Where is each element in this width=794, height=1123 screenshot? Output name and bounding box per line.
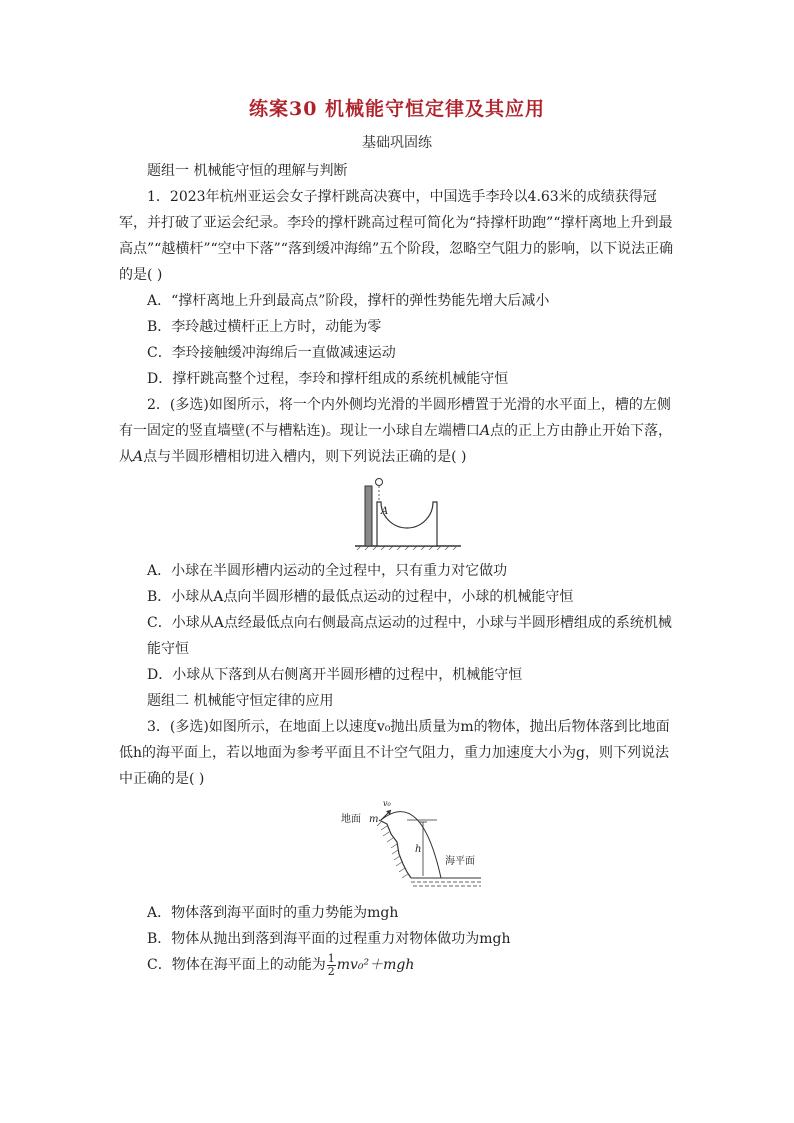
page-title: 练案30 机械能守恒定律及其应用 <box>248 98 546 120</box>
fraction-numerator: 1 <box>327 951 335 965</box>
section-subtitle: 基础巩固练 <box>362 135 432 151</box>
q2-stem-part3: 点与半圆形槽相切进入槽内，则下列说法正确的是( ) <box>143 449 467 465</box>
content <box>119 158 679 978</box>
q3-option-c-text: C．物体在海平面上的动能为 <box>147 957 326 973</box>
q2-option-c: C．小球从A点经最低点向右侧最高点运动的过程中，小球与半圆形槽组成的系统机械能守恒 <box>147 615 672 657</box>
q1-option-b: B．李玲越过横杆正上方时，动能为零 <box>147 319 382 335</box>
q3-figure-projectile-cliff <box>341 798 481 890</box>
q3-stem: 3．(多选)如图所示，在地面上以速度v₀抛出质量为m的物体，抛出后物体落到比地面低h的海平面上，若以地面为参考平面且不计空气阻力，重力加速度大小为g，则下列说法中正确的是( ) <box>119 719 670 787</box>
cliff-face <box>379 820 411 878</box>
fraction-one-half <box>327 953 336 978</box>
q2-option-b: B．小球从A点向半圆形槽的最低点运动的过程中，小球的机械能守恒 <box>147 589 574 605</box>
q3-option-b: B．物体从抛出到落到海平面的过程重力对物体做功为mgh <box>147 931 511 947</box>
trajectory <box>381 812 441 878</box>
q2-stem-part1: 2．(多选)如图所示，将一个内外侧均光滑的半圆形槽置于光滑的水平面上，槽的左侧有一固定的竖直墙壁(不与槽粘连)。现让一小球自左端槽口 <box>119 397 671 439</box>
q1-stem: 1．2023年杭州亚运会女子撑杆跳高决赛中，中国选手李玲以4.63米的成绩获得冠军，并打破了亚运会纪录。李玲的撑杆跳高过程可简化为“持撑杆助跑”“撑杆离地上升到最高点”“越横杆”“空中下落”“落到缓冲海绵”五个阶段，忽略空气阻力的影响，以下说法正确的是( ) <box>119 189 674 283</box>
q2-option-d: D．小球从下落到从右侧离开半圆形槽的过程中，机械能守恒 <box>147 667 523 683</box>
q2-stem <box>119 392 679 470</box>
q3-option-a: A．物体落到海平面时的重力势能为mgh <box>147 905 399 921</box>
fraction-denominator: 2 <box>327 964 335 978</box>
group-heading-1: 题组一 机械能守恒的理解与判断 <box>147 163 348 179</box>
wall <box>365 486 372 546</box>
sea-level-label: 海平面 <box>445 856 475 867</box>
mass-label: m <box>369 814 379 825</box>
group-heading-2: 题组二 机械能守恒定律的应用 <box>147 693 334 709</box>
v0-label: v₀ <box>383 799 391 808</box>
q2-stem-part2: 点的正上方由静止开始下落，从 <box>119 423 673 465</box>
height-label: h <box>415 844 422 855</box>
q2-option-a: A．小球在半圆形槽内运动的全过程中，只有重力对它做功 <box>147 563 508 579</box>
q3-option-c <box>119 952 679 978</box>
ball <box>376 479 383 486</box>
q2-figure-semicircle-trough <box>355 474 461 550</box>
point-a-label: A <box>381 506 389 517</box>
q3-option-c-formula: mv₀²＋mgh <box>336 957 415 973</box>
q2-stem-point-a: A <box>479 423 491 439</box>
ground-label: 地面 <box>341 814 361 825</box>
cliff-hatch <box>377 822 408 878</box>
q2-stem-point-a2: A <box>133 449 144 465</box>
q1-option-d: D．撑杆跳高整个过程，李玲和撑杆组成的系统机械能守恒 <box>147 371 509 387</box>
q1-option-c: C．李玲接触缓冲海绵后一直做减速运动 <box>147 345 396 361</box>
q1-option-a: A．“撑杆离地上升到最高点”阶段，撑杆的弹性势能先增大后减小 <box>147 293 550 309</box>
